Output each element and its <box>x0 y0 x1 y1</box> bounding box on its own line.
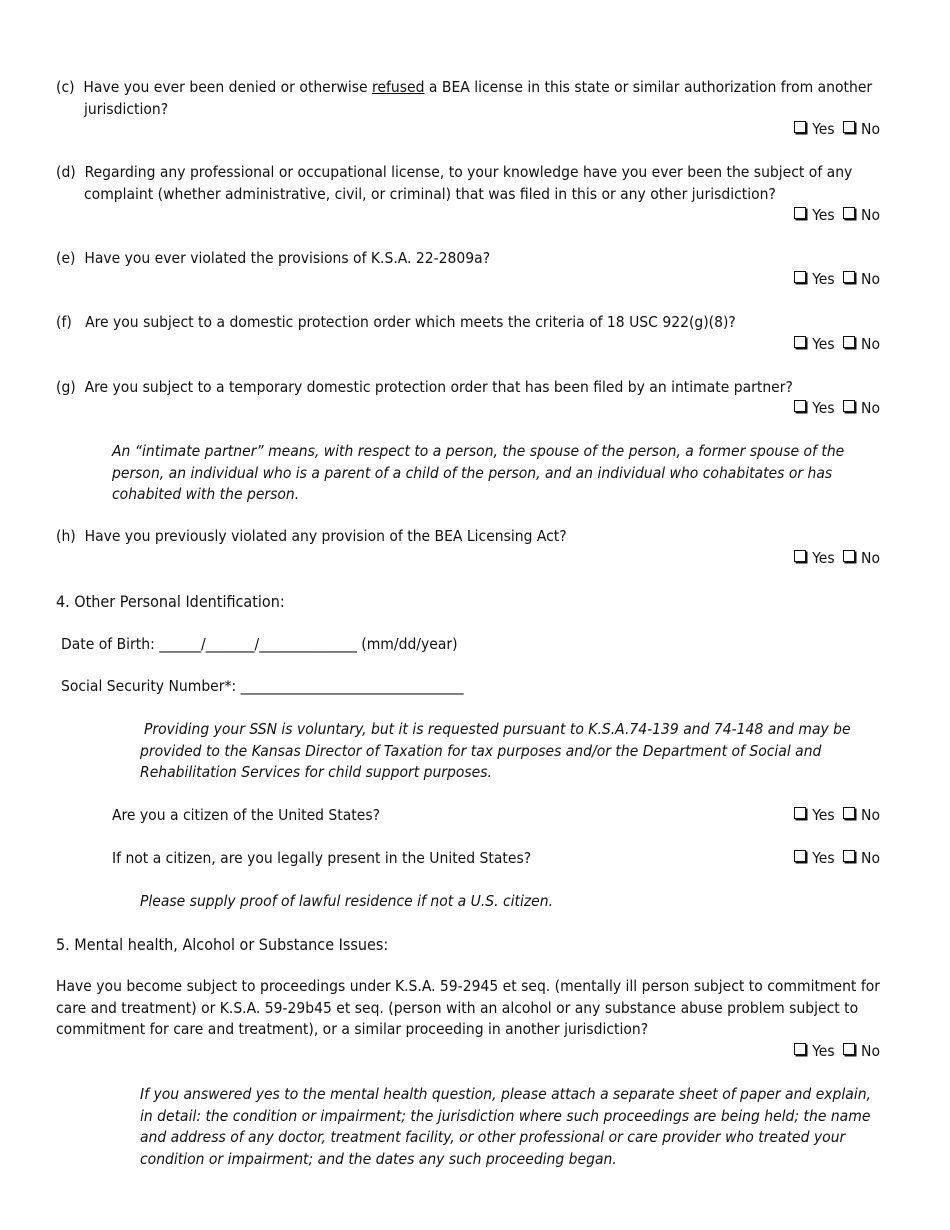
yes-no-d <box>794 205 880 227</box>
question-label: (c) <box>56 78 75 96</box>
yes-no-h <box>794 548 880 570</box>
yes-checkbox[interactable] <box>794 271 806 283</box>
yes-no-e <box>794 269 880 291</box>
no-label: No <box>861 335 880 353</box>
question-c: (c) Have you ever been denied or otherwise refused a BEA license in this state or similar authorization from another jurisdiction? <box>56 78 873 118</box>
yes-checkbox[interactable] <box>794 550 806 562</box>
question-e: (e) Have you ever violated the provisions of K.S.A. 22-2809a? <box>56 249 491 267</box>
ssn-label: Social Security Number*: <box>61 677 237 695</box>
no-checkbox[interactable] <box>843 271 855 283</box>
yes-checkbox[interactable] <box>794 807 806 819</box>
ssn-row <box>61 676 464 698</box>
yes-no-legal <box>794 848 880 870</box>
no-label: No <box>861 1042 880 1060</box>
legal-presence-question: If not a citizen, are you legally present in the United States? <box>112 849 532 867</box>
yes-label: Yes <box>812 399 835 417</box>
intimate-partner-note: An “intimate partner” means, with respect to a person, the spouse of the person, a former spouse of the person, an individual who is a parent of a child of the person, and an individual who cohabitates or has cohabited with the person. <box>112 442 845 503</box>
no-checkbox[interactable] <box>843 1043 855 1055</box>
dob-format-hint: (mm/dd/year) <box>361 635 458 653</box>
no-label: No <box>861 849 880 867</box>
question-label: (h) <box>56 527 76 545</box>
section-5-heading: 5. Mental health, Alcohol or Substance Issues: <box>56 935 389 954</box>
proof-note: Please supply proof of lawful residence if not a U.S. citizen. <box>140 892 554 910</box>
no-label: No <box>861 120 880 138</box>
yes-checkbox[interactable] <box>794 1043 806 1055</box>
yes-no-mental-health <box>794 1041 880 1063</box>
mental-health-note: If you answered yes to the mental health question, please attach a separate sheet of paper and explain, in detail: the condition or impairment; the jurisdiction where such proceedings are being held; the name and address of any doctor, treatment facility, or other professional or care provider who treated your condition or impairment; and the dates any such proceeding began. <box>140 1085 871 1168</box>
citizen-question: Are you a citizen of the United States? <box>112 806 381 824</box>
no-label: No <box>861 399 880 417</box>
no-checkbox[interactable] <box>843 207 855 219</box>
yes-label: Yes <box>812 806 835 824</box>
yes-label: Yes <box>812 120 835 138</box>
dob-field[interactable]: ______/_______/______________ <box>159 635 357 653</box>
question-f: (f) Are you subject to a domestic protection order which meets the criteria of 18 USC 922(g)(8)? <box>56 313 736 331</box>
no-checkbox[interactable] <box>843 807 855 819</box>
yes-checkbox[interactable] <box>794 336 806 348</box>
mental-health-question: Have you become subject to proceedings under K.S.A. 59-2945 et seq. (mentally ill person subject to commitment for care and treatment) or K.S.A. 59-29b45 et seq. (person with an alcohol or any substance abuse problem subject to commitment for care and treatment), or a similar proceeding in another jurisdiction? <box>56 977 880 1038</box>
no-label: No <box>861 270 880 288</box>
yes-checkbox[interactable] <box>794 121 806 133</box>
yes-label: Yes <box>812 849 835 867</box>
no-label: No <box>861 806 880 824</box>
dob-label: Date of Birth: <box>61 635 155 653</box>
yes-checkbox[interactable] <box>794 400 806 412</box>
yes-label: Yes <box>812 549 835 567</box>
ssn-field[interactable]: ________________________________ <box>240 677 464 695</box>
no-checkbox[interactable] <box>843 400 855 412</box>
ssn-note: Providing your SSN is voluntary, but it is requested pursuant to K.S.A.74-139 and 74-148 and may be provided to the Kansas Director of Taxation for tax purposes and/or the Department of Social and Rehabilitation Services for child support purposes. <box>140 720 851 781</box>
question-label: (f) <box>56 313 72 331</box>
yes-no-c <box>794 119 880 141</box>
question-label: (e) <box>56 249 76 267</box>
question-g: (g) Are you subject to a temporary domestic protection order that has been filed by an intimate partner? <box>56 378 793 396</box>
section-4-heading: 4. Other Personal Identification: <box>56 592 285 611</box>
no-label: No <box>861 549 880 567</box>
no-checkbox[interactable] <box>843 121 855 133</box>
yes-no-g <box>794 398 880 420</box>
yes-checkbox[interactable] <box>794 207 806 219</box>
yes-label: Yes <box>812 206 835 224</box>
underlined-word: refused <box>372 78 425 96</box>
question-d: (d) Regarding any professional or occupational license, to your knowledge have you ever been the subject of any complaint (whether administrative, civil, or criminal) that was filed in this or any other jurisdiction? <box>56 163 853 203</box>
yes-no-citizen <box>794 805 880 827</box>
yes-no-f <box>794 334 880 356</box>
no-checkbox[interactable] <box>843 550 855 562</box>
question-label: (d) <box>56 163 76 181</box>
no-checkbox[interactable] <box>843 336 855 348</box>
yes-label: Yes <box>812 1042 835 1060</box>
date-of-birth-row <box>61 634 458 656</box>
yes-checkbox[interactable] <box>794 850 806 862</box>
question-h: (h) Have you previously violated any provision of the BEA Licensing Act? <box>56 527 567 545</box>
yes-label: Yes <box>812 335 835 353</box>
no-checkbox[interactable] <box>843 850 855 862</box>
yes-label: Yes <box>812 270 835 288</box>
no-label: No <box>861 206 880 224</box>
question-label: (g) <box>56 378 76 396</box>
